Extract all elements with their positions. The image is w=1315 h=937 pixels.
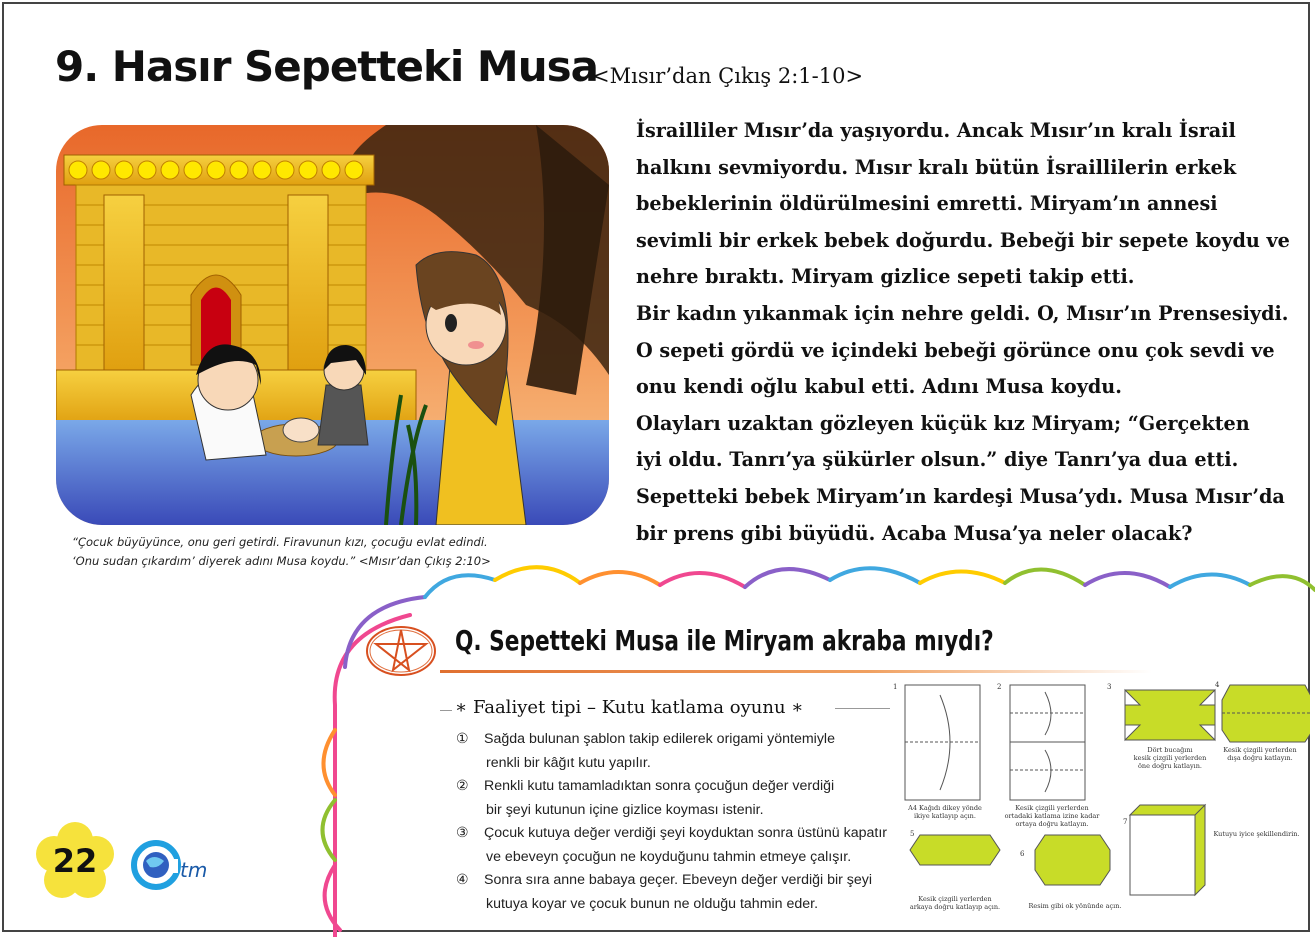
question-underline (440, 670, 1152, 673)
activity-heading: ∗ Faaliyet tipi – Kutu katlama oyunu ∗ (455, 697, 804, 718)
step-number: ④ (456, 872, 469, 888)
step-text: Çocuk kutuya değer verdiği şeyi koyduktan sonra üstünü kapatır (484, 825, 887, 841)
question-heading: Q. Sepetteki Musa ile Miryam akraba mıydı? (455, 624, 994, 657)
step-number: ① (456, 731, 469, 747)
step-text: bir şeyi kutunun içine gizlice koyması istenir. (486, 801, 764, 818)
step-number: 6 (1020, 850, 1025, 858)
step-text: renkli bir kâğıt kutu yapılır. (486, 754, 651, 771)
step-number: 7 (1123, 818, 1128, 826)
activity-steps (456, 728, 896, 916)
divider (440, 710, 452, 711)
story-line: iyi oldu. Tanrı’ya şükürler olsun.” diye Tanrı’ya dua etti. (636, 448, 1239, 472)
divider (835, 708, 890, 709)
story-illustration (56, 125, 609, 525)
logo-text: tm (180, 858, 208, 882)
story-line: halkını sevmiyordu. Mısır kralı bütün İsraillilerin erkek (636, 155, 1237, 179)
step-text: Renkli kutu tamamladıktan sonra çocuğun değer verdiği (484, 778, 835, 794)
step-text: Sağda bulunan şablon takip edilerek origami yöntemiyle (484, 731, 835, 747)
story-line: Olayları uzaktan gözleyen küçük kız Miryam; “Gerçekten (636, 411, 1250, 435)
story-line: İsrailliler Mısır’da yaşıyordu. Ancak Mısır’ın kralı İsrail (636, 119, 1236, 142)
step-number: ② (456, 778, 469, 794)
story-line: bir prens gibi büyüdü. Acaba Musa’ya neler olacak? (636, 521, 1193, 545)
step-number: 3 (1107, 683, 1112, 691)
step-text: ve ebeveyn çocuğun ne koyduğunu tahmin etmeye çalışır. (486, 848, 852, 865)
step-number: 4 (1215, 681, 1220, 689)
step-label: Resim gibi ok yönünde açın. (1028, 902, 1122, 910)
story-line: sevimli bir erkek bebek doğurdu. Bebeği bir sepete koydu ve (636, 228, 1290, 252)
page-number-badge (36, 822, 114, 900)
step-number: 1 (893, 683, 898, 691)
step-number: ③ (456, 825, 469, 841)
activity-step (456, 869, 896, 893)
step-label: Dört bucağını kesik çizgili yerlerden öne doğru katlayın. (1133, 746, 1207, 770)
step-number: 2 (997, 683, 1002, 691)
activity-step (456, 775, 896, 799)
step-label: Kesik çizgili yerlerden ortadaki katlama izine kadar ortaya doğru katlayın. (1004, 804, 1100, 828)
step-text: kutuya koyar ve çocuk bunun ne olduğu tahmin eder. (486, 895, 819, 912)
story-line: Sepetteki bebek Miryam’ın kardeşi Musa’ydı. Musa Mısır’da (636, 484, 1285, 508)
story-text (636, 113, 1296, 552)
step-label: Kutuyu iyice şekillendirin. (1213, 830, 1300, 838)
story-line: nehre bıraktı. Miryam gizlice sepeti takip etti. (636, 265, 1135, 289)
step-label: Kesik çizgili yerlerden dışa doğru katlayın. (1223, 746, 1297, 762)
story-line: O sepeti gördü ve içindeki bebeği görünce onu çok sevdi ve (636, 338, 1275, 362)
caption-line: ‘Onu sudan çıkardım’ diyerek adını Musa koydu.” <Mısır’dan Çıkış 2:10> (72, 554, 491, 568)
activity-step (456, 728, 896, 752)
page-number: 22 (52, 842, 98, 880)
caption-line: “Çocuk büyüyünce, onu geri getirdi. Firavunun kızı, çocuğu evlat edindi. (72, 535, 488, 549)
story-line: onu kendi oğlu kabul etti. Adını Musa koydu. (636, 375, 1122, 399)
scripture-reference: <Mısır’dan Çıkış 2:1-10> (592, 64, 864, 88)
publisher-logo (128, 835, 218, 895)
activity-step (456, 822, 896, 846)
origami-diagram (885, 680, 1310, 920)
step-label: Kesik çizgili yerlerden arkaya doğru katlayıp açın. (909, 895, 1001, 911)
star-emblem-icon (362, 622, 440, 680)
story-line: bebeklerinin öldürülmesini emretti. Miryam’ın annesi (636, 192, 1218, 216)
step-number: 5 (910, 830, 915, 838)
step-text: Sonra sıra anne babaya geçer. Ebeveyn değer verdiği bir şeyi (484, 872, 873, 888)
page-title: 9. Hasır Sepetteki Musa (55, 42, 598, 91)
step-label: A4 Kağıdı dikey yönde ikiye katlayıp açın. (908, 804, 982, 820)
story-line: Bir kadın yıkanmak için nehre geldi. O, Mısır’ın Prensesiydi. (636, 301, 1289, 325)
